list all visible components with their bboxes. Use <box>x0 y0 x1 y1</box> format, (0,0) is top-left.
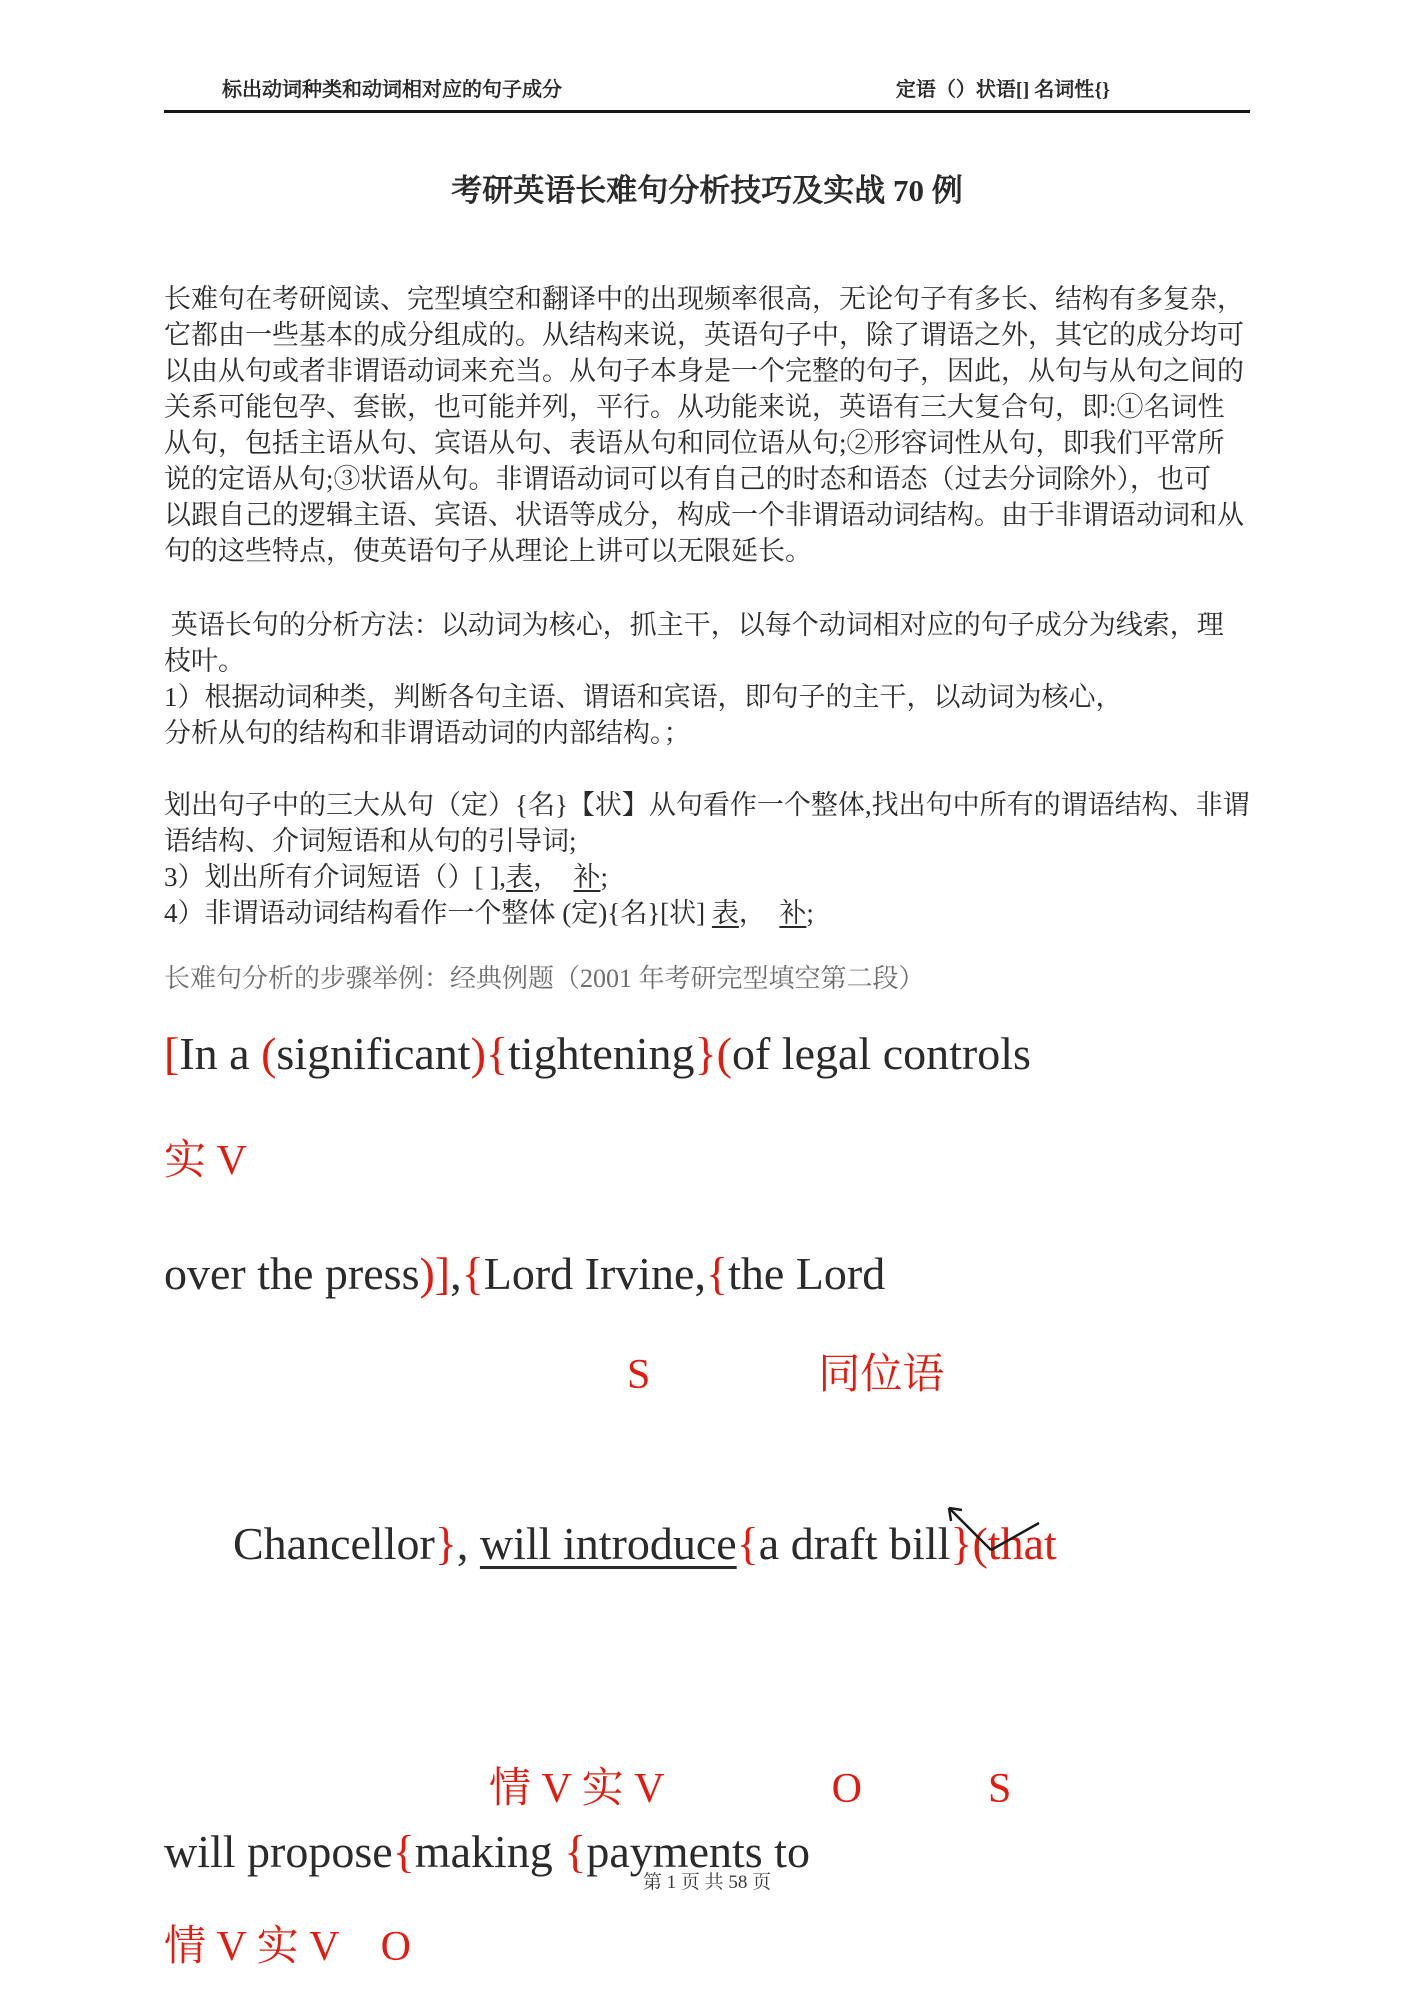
text-line: 关系可能包孕、套嵌，也可能并列，平行。从功能来说，英语有三大复合句，即:①名词性 <box>164 392 1225 422</box>
text-line: 句的这些特点，使英语句子从理论上讲可以无限延长。 <box>164 536 812 566</box>
text-line: 长难句在考研阅读、完型填空和翻译中的出现频率很高，无论句子有多长、结构有多复杂， <box>164 284 1244 314</box>
paragraph-steps <box>164 787 1250 931</box>
example-sentence-line: over the press)],{Lord Irvine,{the Lord <box>164 1248 886 1299</box>
document-title: 考研英语长难句分析技巧及实战 70 例 <box>451 173 963 208</box>
paragraph-method <box>164 607 1250 751</box>
text-line: 以由从句或者非谓语动词来充当。从句子本身是一个完整的句子，因此，从句与从句之间的 <box>164 356 1244 386</box>
text-line: 枝叶。 <box>164 646 245 676</box>
example-caption: 长难句分析的步骤举例：经典例题（2001 年考研完型填空第二段） <box>164 964 925 993</box>
annotation-line: 情 V 实 V O S <box>489 1766 1012 1812</box>
annotation-line: S 同位语 <box>627 1352 945 1398</box>
text-line: 分析从句的结构和非谓语动词的内部结构。； <box>164 718 691 748</box>
text-line: 说的定语从句;③状语从句。非谓语动词可以有自己的时态和语态（过去分词除外），也可 <box>164 464 1211 494</box>
text-line: 4）非谓语动词结构看作一个整体 (定){名}[状] 表， 补; <box>164 898 814 928</box>
text-line: 语结构、介词短语和从句的引导词; <box>164 826 577 856</box>
page-number: 第 1 页 共 58 页 <box>642 1872 772 1893</box>
text-line: 以跟自己的逻辑主语、宾语、状语等成分，构成一个非谓语动词结构。由于非谓语动词和从 <box>164 500 1244 530</box>
annotation-arrow-icon <box>934 1501 1054 1561</box>
text-line: 英语长句的分析方法：以动词为核心，抓主干，以每个动词相对应的句子成分为线索，理 <box>164 610 1224 640</box>
annotation-line: 实 V <box>164 1138 247 1184</box>
example-sentence-line: [In a (significant){tightening}(of legal controls <box>164 1028 1031 1079</box>
text-line: 3）划出所有介词短语（）[ ],表， 补; <box>164 862 608 892</box>
annotation-line: 情 V 实 V O <box>164 1924 411 1970</box>
page-header <box>164 0 1250 110</box>
header-right-text: 定语（）状语[] 名词性{} <box>895 79 1110 101</box>
text-line: 从句，包括主语从句、宾语从句、表语从句和同位语从句;②形容词性从句，即我们平常所 <box>164 428 1225 458</box>
text-line: 1）根据动词种类，判断各句主语、谓语和宾语，即句子的主干，以动词为核心， <box>164 682 1123 712</box>
example-sentence-line: will propose{making {payments to <box>164 1826 810 1877</box>
example-sentence-line <box>164 1457 1250 1689</box>
page-footer <box>0 1867 1414 1894</box>
example-sentence-text: Chancellor}, will introduce{a draft bill}(that <box>233 1518 1057 1569</box>
paragraph-intro <box>164 281 1250 569</box>
header-divider-line <box>164 110 1250 113</box>
text-line: 划出句子中的三大从句（定）{名}【状】从句看作一个整体,找出句中所有的谓语结构、非谓 <box>164 790 1250 820</box>
text-line: 它都由一些基本的成分组成的。从结构来说，英语句子中，除了谓语之外，其它的成分均可 <box>164 320 1244 350</box>
header-left-text: 标出动词种类和动词相对应的句子成分 <box>222 79 562 101</box>
